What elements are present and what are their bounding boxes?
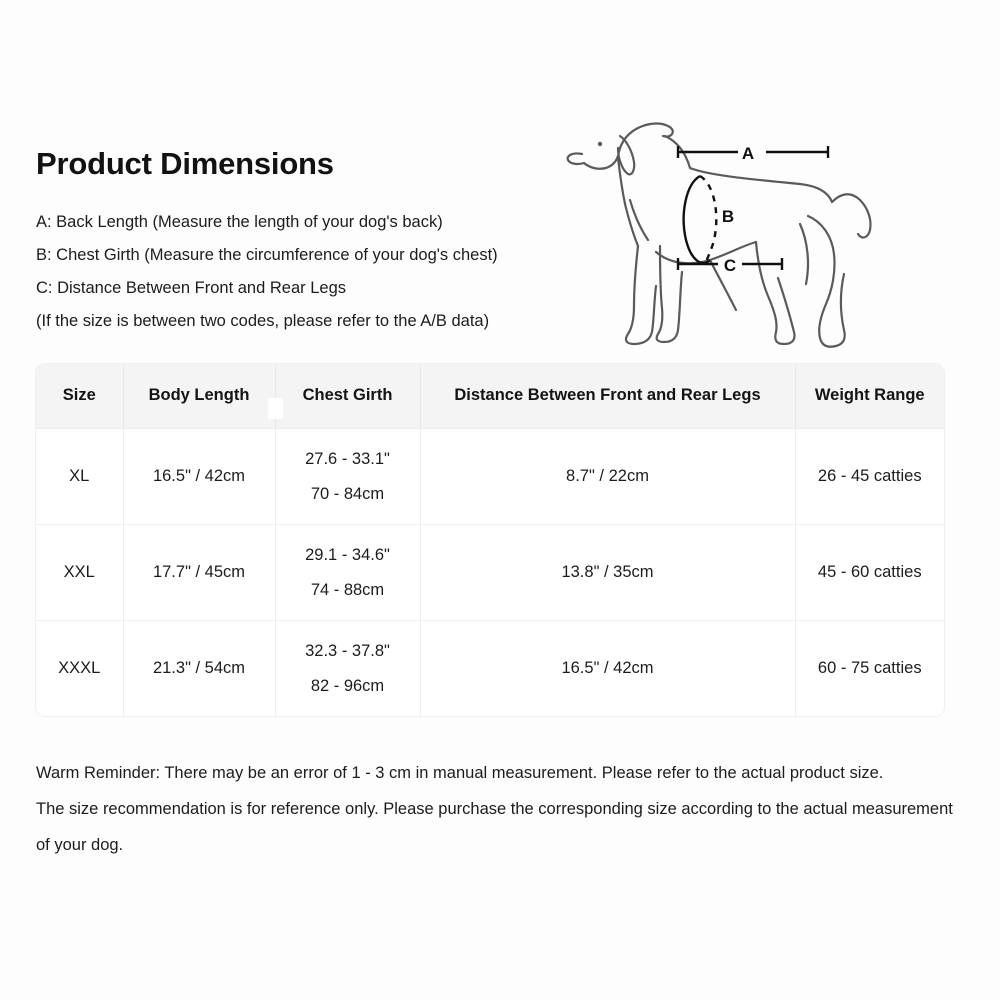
column-header-weight-range: Weight Range	[795, 364, 944, 428]
note-size-recommendation: The size recommendation is for reference only. Please purchase the corresponding size according to the actual measurement of your dog.	[36, 800, 953, 854]
cell-weight-range: 45 - 60 catties	[795, 524, 944, 620]
column-header-distance: Distance Between Front and Rear Legs	[420, 364, 795, 428]
cell-size: XXL	[36, 524, 123, 620]
cell-chest-girth-cm: 74 - 88cm	[310, 580, 385, 599]
footer-notes	[36, 755, 966, 863]
cell-body-length: 21.3" / 54cm	[123, 620, 275, 716]
cell-distance: 16.5" / 42cm	[420, 620, 795, 716]
cell-size: XL	[36, 428, 123, 524]
cell-chest-girth-inches: 32.3 - 37.8"	[305, 641, 390, 660]
cell-distance: 13.8" / 35cm	[420, 524, 795, 620]
description-line-c: C: Distance Between Front and Rear Legs	[36, 279, 346, 297]
dog-measurement-illustration	[560, 96, 890, 366]
cell-weight-range: 60 - 75 catties	[817, 659, 922, 678]
label-a: A	[741, 144, 755, 163]
table-row	[36, 524, 944, 620]
cell-chest-girth	[275, 620, 420, 716]
cell-chest-girth	[275, 428, 420, 524]
label-c: C	[723, 256, 737, 275]
column-header-body-length: Body Length	[123, 364, 275, 428]
cell-distance: 8.7" / 22cm	[420, 428, 795, 524]
page-title: Product Dimensions	[36, 146, 334, 181]
b-ellipse-front	[684, 176, 710, 263]
table-row	[36, 428, 944, 524]
description-line-b: B: Chest Girth (Measure the circumference of your dog's chest)	[36, 246, 498, 264]
cell-body-length: 16.5" / 42cm	[123, 428, 275, 524]
cell-size: XXXL	[36, 620, 123, 716]
column-header-chest-girth: Chest Girth	[275, 364, 420, 428]
cell-chest-girth-cm: 82 - 96cm	[310, 676, 385, 695]
cell-weight-range: 26 - 45 catties	[795, 428, 944, 524]
cell-chest-girth-cm: 70 - 84cm	[310, 484, 385, 503]
label-b: B	[721, 207, 735, 226]
cell-chest-girth-inches: 29.1 - 34.6"	[305, 545, 390, 564]
table-row	[36, 620, 944, 716]
cell-chest-girth	[275, 524, 420, 620]
cell-body-length: 17.7" / 45cm	[123, 524, 275, 620]
note-warm-reminder: Warm Reminder: There may be an error of 1 - 3 cm in manual measurement. Please refer to the actual product size.	[36, 764, 884, 782]
description-line-a: A: Back Length (Measure the length of your dog's back)	[36, 213, 443, 231]
b-ellipse-back	[700, 176, 716, 262]
image-artifact	[268, 398, 283, 419]
table-header-row	[36, 364, 944, 428]
size-chart-table	[36, 364, 944, 716]
description-line-note: (If the size is between two codes, please refer to the A/B data)	[36, 312, 490, 330]
measurement-description-list	[36, 206, 596, 338]
cell-chest-girth-inches: 27.6 - 33.1"	[305, 449, 390, 468]
column-header-size: Size	[36, 364, 123, 428]
